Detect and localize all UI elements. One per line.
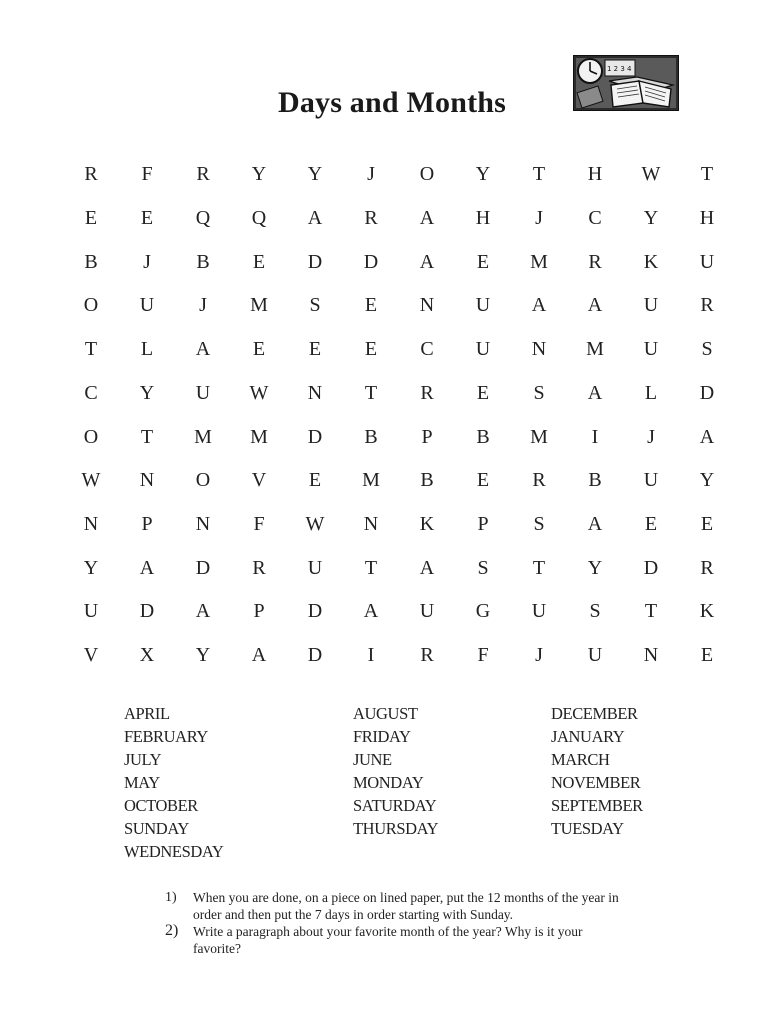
grid-letter: J	[535, 644, 543, 667]
page-title: Days and Months	[277, 86, 507, 119]
grid-letter: U	[307, 556, 323, 579]
grid-letter: N	[195, 512, 211, 535]
grid-letter: D	[195, 556, 211, 579]
grid-letter: O	[83, 294, 99, 317]
word-search-grid	[63, 153, 735, 678]
grid-letter: O	[83, 425, 99, 448]
grid-letter: S	[477, 556, 489, 579]
grid-letter: E	[700, 512, 714, 535]
grid-letter: D	[307, 644, 323, 667]
grid-letter: N	[139, 469, 155, 492]
grid-letter: T	[140, 425, 154, 448]
word-list-column	[353, 702, 438, 840]
grid-letter: C	[588, 207, 602, 230]
grid-letter: C	[84, 381, 98, 404]
word-list-item: FRIDAY	[353, 727, 411, 746]
grid-letter: U	[195, 381, 211, 404]
grid-letter: A	[587, 381, 603, 404]
grid-letter: R	[84, 163, 98, 186]
grid-letter: N	[643, 644, 659, 667]
grid-letter: J	[367, 163, 375, 186]
grid-letter: Y	[307, 163, 323, 186]
grid-letter: A	[587, 512, 603, 535]
grid-letter: W	[249, 381, 269, 404]
grid-letter: I	[367, 644, 375, 667]
instruction-number: 2)	[165, 922, 179, 939]
grid-letter: D	[307, 250, 323, 273]
grid-letter: U	[531, 600, 547, 623]
grid-letter: E	[140, 207, 154, 230]
grid-letter: K	[699, 600, 715, 623]
grid-letter: B	[84, 250, 98, 273]
grid-letter: B	[588, 469, 602, 492]
svg-text:1 2 3 4: 1 2 3 4	[607, 65, 632, 73]
word-list-item: THURSDAY	[353, 819, 439, 838]
word-list-item: SEPTEMBER	[551, 796, 643, 815]
grid-letter: V	[251, 469, 267, 492]
word-list	[0, 702, 768, 867]
grid-letter: K	[419, 512, 435, 535]
grid-letter: U	[643, 294, 659, 317]
word-list-item: OCTOBER	[124, 796, 198, 815]
grid-letter: M	[362, 469, 380, 492]
grid-letter: A	[139, 556, 155, 579]
grid-letter: U	[475, 294, 491, 317]
grid-letter: N	[363, 512, 379, 535]
grid-letter: F	[477, 644, 489, 667]
grid-letter: T	[532, 556, 546, 579]
grid-letter: U	[643, 469, 659, 492]
grid-letter: I	[591, 425, 599, 448]
grid-letter: E	[252, 338, 266, 361]
grid-letter: D	[139, 600, 155, 623]
grid-letter: N	[307, 381, 323, 404]
grid-letter: E	[308, 338, 322, 361]
grid-letter: B	[476, 425, 490, 448]
grid-letter: R	[196, 163, 210, 186]
grid-letter: S	[533, 512, 545, 535]
grid-letter: O	[419, 163, 435, 186]
grid-letter: X	[139, 644, 155, 667]
grid-letter: W	[641, 163, 661, 186]
grid-letter: H	[587, 163, 603, 186]
grid-letter: B	[196, 250, 210, 273]
grid-letter: M	[250, 425, 268, 448]
grid-letter: U	[139, 294, 155, 317]
grid-letter: N	[83, 512, 99, 535]
grid-letter: J	[143, 250, 151, 273]
grid-letter: L	[644, 381, 658, 404]
grid-letter: A	[195, 338, 211, 361]
grid-letter: R	[364, 207, 378, 230]
grid-letter: Q	[251, 207, 267, 230]
word-list-item: MARCH	[551, 750, 610, 769]
grid-letter: A	[419, 207, 435, 230]
grid-letter: E	[476, 381, 490, 404]
word-list-item: TUESDAY	[551, 819, 624, 838]
grid-letter: A	[195, 600, 211, 623]
grid-letter: M	[530, 250, 548, 273]
word-list-item: MONDAY	[353, 773, 424, 792]
grid-letter: A	[307, 207, 323, 230]
grid-letter: D	[643, 556, 659, 579]
grid-letter: Q	[195, 207, 211, 230]
grid-letter: F	[253, 512, 265, 535]
word-list-item: WEDNESDAY	[124, 842, 224, 861]
grid-letter: U	[83, 600, 99, 623]
grid-letter: Y	[699, 469, 715, 492]
grid-letter: A	[587, 294, 603, 317]
grid-letter: N	[531, 338, 547, 361]
grid-letter: M	[586, 338, 604, 361]
grid-letter: W	[81, 469, 101, 492]
grid-letter: M	[530, 425, 548, 448]
grid-letter: T	[700, 163, 714, 186]
grid-letter: J	[535, 207, 543, 230]
grid-letter: R	[420, 381, 434, 404]
grid-letter: B	[364, 425, 378, 448]
grid-letter: N	[419, 294, 435, 317]
grid-letter: O	[195, 469, 211, 492]
grid-letter: Y	[139, 381, 155, 404]
word-list-column	[124, 702, 223, 863]
grid-letter: E	[700, 644, 714, 667]
word-list-item: NOVEMBER	[551, 773, 641, 792]
grid-letter: U	[699, 250, 715, 273]
grid-letter: K	[643, 250, 659, 273]
grid-letter: J	[647, 425, 655, 448]
word-list-item: MAY	[124, 773, 160, 792]
grid-letter: P	[477, 512, 489, 535]
grid-letter: E	[308, 469, 322, 492]
grid-letter: V	[83, 644, 99, 667]
grid-letter: Y	[251, 163, 267, 186]
word-list-item: JANUARY	[551, 727, 625, 746]
grid-letter: S	[589, 600, 601, 623]
grid-letter: E	[84, 207, 98, 230]
grid-letter: D	[699, 381, 715, 404]
word-list-item: JUNE	[353, 750, 392, 769]
grid-letter: E	[476, 469, 490, 492]
instruction-item	[165, 889, 625, 923]
grid-letter: R	[588, 250, 602, 273]
grid-letter: R	[700, 556, 714, 579]
word-list-item: DECEMBER	[551, 704, 638, 723]
grid-letter: T	[644, 600, 658, 623]
grid-letter: W	[305, 512, 325, 535]
word-list-item: AUGUST	[353, 704, 418, 723]
word-list-item: APRIL	[124, 704, 170, 723]
grid-letter: H	[475, 207, 491, 230]
grid-letter: E	[364, 294, 378, 317]
grid-letter: C	[420, 338, 434, 361]
grid-letter: P	[421, 425, 433, 448]
grid-letter: T	[364, 556, 378, 579]
word-list-item: JULY	[124, 750, 162, 769]
grid-letter: R	[700, 294, 714, 317]
instructions-list	[165, 889, 625, 957]
grid-letter: Y	[195, 644, 211, 667]
grid-letter: M	[250, 294, 268, 317]
grid-letter: S	[309, 294, 321, 317]
grid-letter: G	[475, 600, 491, 623]
grid-letter: S	[701, 338, 713, 361]
grid-letter: S	[533, 381, 545, 404]
grid-letter: Y	[587, 556, 603, 579]
grid-letter: Y	[475, 163, 491, 186]
grid-letter: E	[476, 250, 490, 273]
grid-letter: A	[251, 644, 267, 667]
grid-letter: U	[419, 600, 435, 623]
word-list-column	[551, 702, 643, 840]
instruction-text: When you are done, on a piece on lined paper, put the 12 months of the year in order and then put the 7 days in order starting with Sunday.	[193, 890, 619, 922]
grid-letter: D	[363, 250, 379, 273]
clock-and-open-book-icon	[573, 55, 679, 111]
grid-letter: J	[199, 294, 207, 317]
grid-letter: Y	[83, 556, 99, 579]
grid-letter: U	[475, 338, 491, 361]
instruction-number: 1)	[165, 890, 177, 905]
grid-letter: Y	[643, 207, 659, 230]
grid-letter: U	[643, 338, 659, 361]
grid-letter: A	[531, 294, 547, 317]
grid-letter: R	[420, 644, 434, 667]
grid-letter: A	[419, 556, 435, 579]
grid-letter: F	[141, 163, 153, 186]
grid-letter: A	[699, 425, 715, 448]
grid-letter: U	[587, 644, 603, 667]
grid-letter: A	[419, 250, 435, 273]
grid-letter: E	[364, 338, 378, 361]
grid-letter: P	[253, 600, 265, 623]
grid-letter: D	[307, 600, 323, 623]
word-list-item: SATURDAY	[353, 796, 437, 815]
grid-letter: M	[194, 425, 212, 448]
grid-letter: L	[140, 338, 154, 361]
grid-letter: T	[364, 381, 378, 404]
instruction-text: Write a paragraph about your favorite month of the year? Why is it your favorite?	[193, 924, 583, 956]
grid-letter: P	[141, 512, 153, 535]
word-list-item: SUNDAY	[124, 819, 189, 838]
grid-letter: R	[252, 556, 266, 579]
grid-letter: D	[307, 425, 323, 448]
grid-letter: E	[252, 250, 266, 273]
grid-letter: A	[363, 600, 379, 623]
grid-letter: H	[699, 207, 715, 230]
grid-letter: T	[84, 338, 98, 361]
instruction-item	[165, 923, 625, 957]
grid-letter: R	[532, 469, 546, 492]
word-list-item: FEBRUARY	[124, 727, 208, 746]
grid-letter: E	[644, 512, 658, 535]
grid-letter: B	[420, 469, 434, 492]
grid-letter: T	[532, 163, 546, 186]
